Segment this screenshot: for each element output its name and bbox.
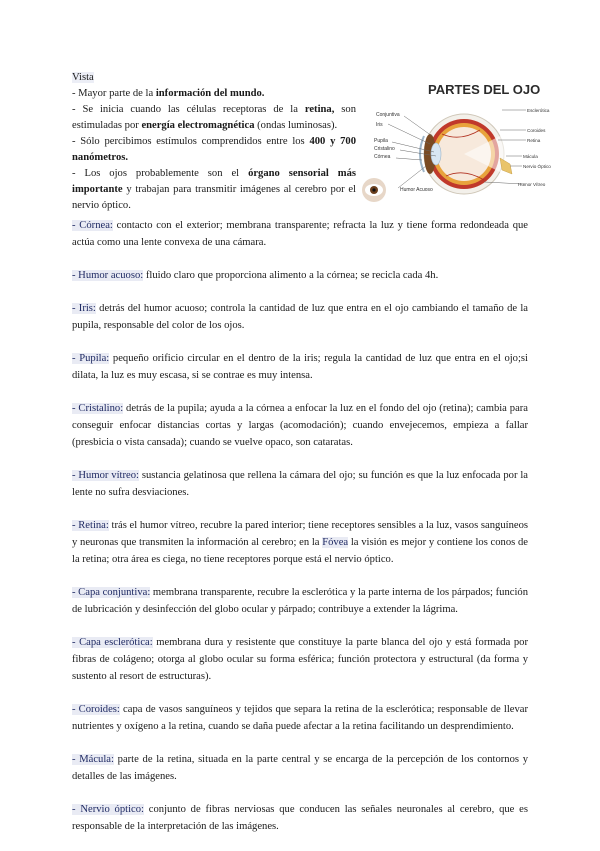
definition-text: membrana transparente, recubre la esclerótica y la parte interna de los párpados; función de lubricación y desinfección del globo ocular y párpado; contribuye a extender la lágrima. <box>72 587 528 615</box>
intro-line-3-bold: 400 y 700 nanómetros. <box>72 136 357 163</box>
intro-line-3-text: - Sólo percibimos estímulos comprendidos entre los <box>72 136 310 147</box>
definition-text: trás el humor vítreo, recubre la pared interior; tiene receptores sensibles a la luz, vasos sanguíneos y neuronas que transmiten la información al cerebro; en la <box>72 520 528 548</box>
intro-line-4 <box>72 166 356 214</box>
label-iris: Iris <box>376 122 383 128</box>
section-title: Vista <box>72 72 94 83</box>
intro-block <box>72 70 356 214</box>
definition-text: detrás de la pupila; ayuda a la córnea a enfocar la luz en el fondo del ojo (retina); cambia para conseguir enfocar distancias cortas y largas (acomodación); cuando envejecemos, empieza a fallar (presbicia o vista cansada); cuando se vuelve opaco, son cataratas. <box>72 403 529 448</box>
intro-line-2-text: - Se inicia cuando las células receptoras de la <box>72 104 305 115</box>
intro-line-1 <box>72 86 356 102</box>
term-humor-vitreo: - Humor vítreo: <box>72 470 139 481</box>
eye-inset-illustration <box>362 178 386 202</box>
term-cristalino: - Cristalino: <box>72 403 124 414</box>
figure-title: PARTES DEL OJO <box>428 82 541 97</box>
definition-capa-esclerotica <box>72 634 528 685</box>
intro-line-2-bold-b: energía electromagnética <box>141 120 255 131</box>
term-cornea: - Córnea: <box>72 220 113 231</box>
definition-text: sustancia gelatinosa que rellena la cámara del ojo; su función es que la luz enfocada por la lente no sufra desviaciones. <box>72 470 528 498</box>
label-humor-vitreo: Humor Vítreo <box>518 182 546 187</box>
eye-diagram-svg <box>360 76 551 206</box>
term-retina: - Retina: <box>72 520 109 531</box>
definition-text: contacto con el exterior; membrana transparente; refracta la luz y tiene forma redondeada que actúa como una lente convexa de una cámara. <box>72 220 528 248</box>
label-macula: Mácula <box>523 154 538 159</box>
definition-text: parte de la retina, situada en la parte central y se encarga de la percepción de los contornos y detalles de las imágenes. <box>72 754 529 782</box>
term-macula: - Mácula: <box>72 754 114 765</box>
definitions-list <box>72 217 528 851</box>
term-pupila: - Pupila: <box>72 353 110 364</box>
intro-line-2 <box>72 102 356 134</box>
definition-cornea <box>72 217 528 251</box>
definition-coroides <box>72 701 528 735</box>
term-capa-conjuntiva: - Capa conjuntiva: <box>72 587 151 598</box>
inset-eye-pupil <box>372 188 375 191</box>
intro-line-4-bold: órgano sensorial más importante <box>72 168 356 195</box>
term-humor-acuoso: - Humor acuoso: <box>72 270 144 281</box>
lens-shape <box>431 143 441 165</box>
intro-line-2-mid: son estimuladas por <box>72 104 356 131</box>
label-conjuntiva: Conjuntiva <box>376 112 400 118</box>
eyeball-illustration <box>420 114 512 194</box>
definition-text: detrás del humor acuoso; controla la cantidad de luz que entra en el ojo cambiando el tamaño de la pupila, responsable del color de los ojos. <box>72 303 528 331</box>
term-capa-esclerotica: - Capa esclerótica: <box>72 637 153 648</box>
definition-text: capa de vasos sanguíneos y tejidos que separa la retina de la esclerótica; responsable de llevar nutrientes y oxígeno a la retina, cuando se daña puede afectar a la retina facilitando un desprendimiento. <box>72 704 528 732</box>
intro-line-2-suffix: (ondas luminosas). <box>254 120 338 131</box>
definition-retina <box>72 517 528 568</box>
label-retina: Retina <box>527 138 541 143</box>
term-nervio-optico: - Nervio óptico: <box>72 804 144 815</box>
definition-macula <box>72 751 528 785</box>
intro-line-3 <box>72 134 356 166</box>
eye-anatomy-figure <box>360 76 551 206</box>
intro-line-1-text: - Mayor parte de la <box>72 88 156 99</box>
definition-capa-conjuntiva <box>72 584 528 618</box>
term-fovea: Fóvea <box>322 537 349 548</box>
label-cristalino: Cristalino <box>374 146 395 152</box>
definition-text: membrana dura y resistente que constituye la parte blanca del ojo y está formada por fibras de colágeno; otorga al globo ocular su forma esférica; función protectora y estructural (da forma y sustento al resort de estructuras). <box>72 637 528 682</box>
intro-line-2-bold-a: retina, <box>304 104 335 115</box>
definition-humor-acuoso <box>72 267 528 284</box>
label-cornea: Córnea <box>374 154 391 160</box>
label-nervio-optico: Nervio Óptico <box>523 164 551 169</box>
definition-text-continued: la visión es mejor y contiene los conos de la retina; otra área es ciega, no tiene receptores porque está el nervio óptico. <box>72 537 528 565</box>
intro-line-4-suffix: y trabajan para transmitir imágenes al cerebro por el nervio óptico. <box>72 184 356 211</box>
right-labels <box>518 108 551 187</box>
definition-cristalino <box>72 400 528 451</box>
definition-humor-vitreo <box>72 467 528 501</box>
label-humor-acuoso: Humor Acuoso <box>400 187 433 193</box>
term-iris: - Iris: <box>72 303 96 314</box>
intro-line-4-text: - Los ojos probablemente son el <box>72 168 249 179</box>
definition-text: conjunto de fibras nerviosas que conducen las señales neuronales al cerebro, que es responsable de la interpretación de las imágenes. <box>72 804 528 832</box>
label-coroides: Coroides <box>527 128 546 133</box>
definition-iris <box>72 300 528 334</box>
intro-line-1-bold: información del mundo. <box>155 88 265 99</box>
label-esclerotica: Esclerótica <box>527 108 550 113</box>
label-pupila: Pupila <box>374 138 388 144</box>
definition-nervio-optico <box>72 801 528 835</box>
definition-pupila <box>72 350 528 384</box>
definition-text: pequeño orificio circular en el dentro de la iris; regula la cantidad de luz que entra en el ojo;si dilata, la luz es muy escasa, si se contrae es muy intensa. <box>72 353 528 381</box>
definition-text: fluido claro que proporciona alimento a la córnea; se recicla cada 4h. <box>143 270 439 281</box>
term-coroides: - Coroides: <box>72 704 120 715</box>
